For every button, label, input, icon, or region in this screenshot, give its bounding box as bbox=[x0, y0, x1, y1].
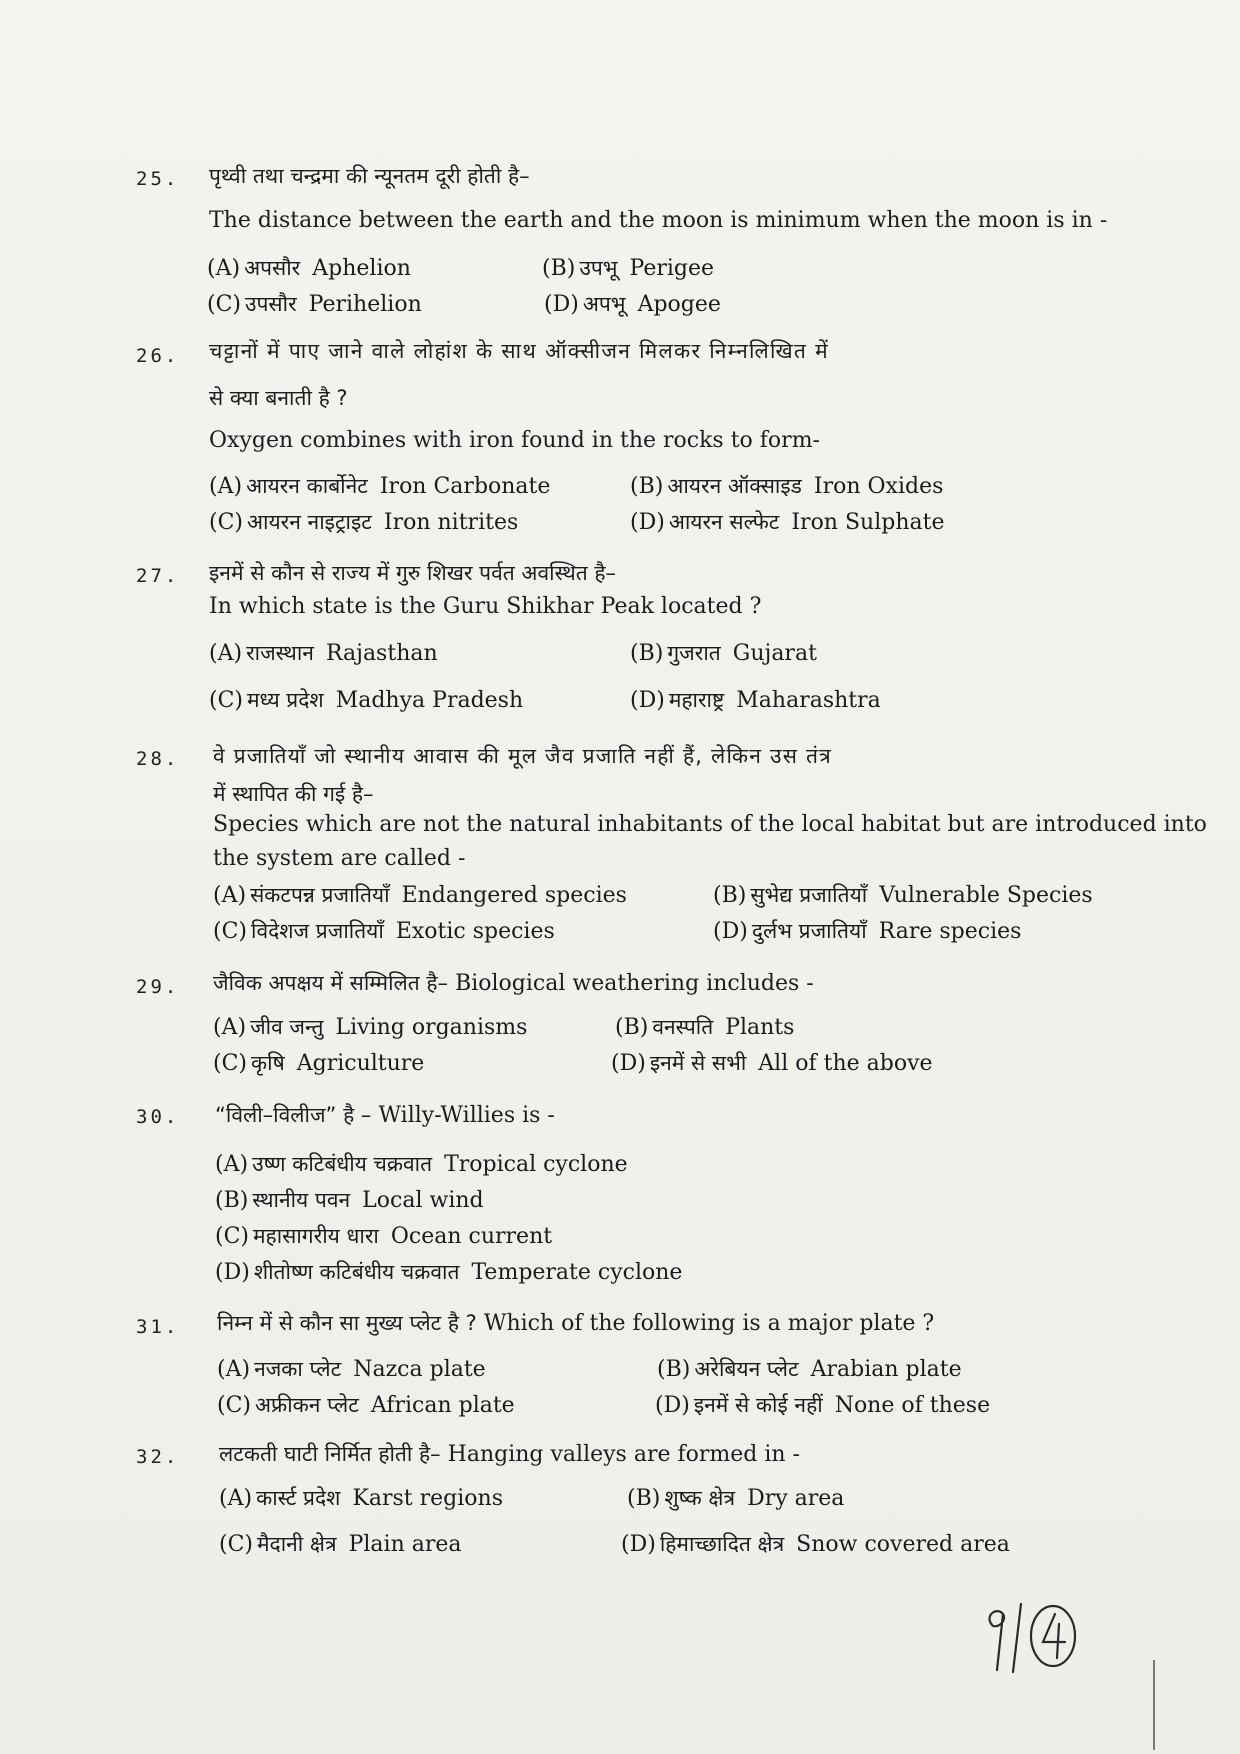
question-number: 28. bbox=[136, 748, 180, 770]
question-number: 25. bbox=[136, 168, 180, 190]
handwritten-page-mark bbox=[975, 1598, 1085, 1678]
question-text-english: The distance between the earth and the moon is minimum when the moon is in - bbox=[209, 208, 1108, 233]
option-c: (C) विदेशज प्रजातियाँ Exotic species bbox=[213, 919, 555, 944]
option-b: (B) अरेबियन प्लेट Arabian plate bbox=[657, 1357, 962, 1382]
question-text-english: Oxygen combines with iron found in the rocks to form- bbox=[209, 428, 820, 453]
question-text-hindi: इनमें से कौन से राज्य में गुरु शिखर पर्वत अवस्थित है– bbox=[209, 561, 617, 585]
question-text-hindi-cont: में स्थापित की गई है– bbox=[213, 782, 374, 806]
question-text bbox=[213, 969, 814, 997]
option-a: (A) आयरन कार्बोनेट Iron Carbonate bbox=[209, 474, 551, 499]
question-text-english-cont: the system are called - bbox=[213, 846, 466, 871]
option-c: (C) महासागरीय धारा Ocean current bbox=[215, 1224, 553, 1249]
option-a: (A) कार्स्ट प्रदेश Karst regions bbox=[219, 1486, 503, 1511]
option-b: (B) आयरन ऑक्साइड Iron Oxides bbox=[630, 474, 944, 499]
option-d: (D) हिमाच्छादित क्षेत्र Snow covered area bbox=[621, 1532, 1010, 1557]
question-text-english: Biological weathering includes - bbox=[455, 971, 814, 996]
question-text-hindi-cont: से क्या बनाती है ? bbox=[209, 386, 348, 410]
question-text-english: Species which are not the natural inhabitants of the local habitat but are introduced into bbox=[213, 812, 1207, 837]
option-c: (C) मैदानी क्षेत्र Plain area bbox=[219, 1532, 462, 1557]
option-d: (D) शीतोष्ण कटिबंधीय चक्रवात Temperate cyclone bbox=[215, 1260, 683, 1285]
option-c: (C) आयरन नाइट्राइट Iron nitrites bbox=[209, 510, 519, 535]
option-d: (D) महाराष्ट्र Maharashtra bbox=[630, 688, 881, 713]
option-b: (B) स्थानीय पवन Local wind bbox=[215, 1188, 484, 1213]
question-text-hindi: वे प्रजातियाँ जो स्थानीय आवास की मूल जैव प्रजाति नहीं हैं, लेकिन उस तंत्र bbox=[213, 744, 832, 768]
option-d: (D) इनमें से सभी All of the above bbox=[611, 1051, 933, 1076]
question-number: 31. bbox=[136, 1316, 180, 1338]
option-a: (A) उष्ण कटिबंधीय चक्रवात Tropical cyclone bbox=[215, 1152, 628, 1177]
option-d: (D) दुर्लभ प्रजातियाँ Rare species bbox=[713, 919, 1022, 944]
question-text-hindi: “विली–विलीज” है – bbox=[215, 1103, 372, 1127]
question-text bbox=[219, 1440, 800, 1468]
option-b: (B) शुष्क क्षेत्र Dry area bbox=[627, 1486, 845, 1511]
question-text-hindi: जैविक अपक्षय में सम्मिलित है– bbox=[213, 971, 449, 995]
question-text-hindi: निम्न में से कौन सा मुख्य प्लेट है ? bbox=[217, 1311, 477, 1335]
option-b: (B) गुजरात Gujarat bbox=[630, 641, 817, 666]
question-text-english: Willy-Willies is - bbox=[378, 1103, 555, 1128]
margin-line bbox=[1153, 1660, 1155, 1750]
question-text-hindi: लटकती घाटी निर्मित होती है– bbox=[219, 1442, 441, 1466]
question-text-english: Which of the following is a major plate ? bbox=[483, 1311, 935, 1336]
option-b: (B) सुभेद्य प्रजातियाँ Vulnerable Species bbox=[713, 883, 1093, 908]
question-number: 32. bbox=[136, 1446, 180, 1468]
option-a: (A) राजस्थान Rajasthan bbox=[209, 641, 438, 666]
question-number: 30. bbox=[136, 1106, 180, 1128]
option-a: (A) संकटपन्न प्रजातियाँ Endangered species bbox=[213, 883, 627, 908]
option-c: (C) अफ्रीकन प्लेट African plate bbox=[217, 1393, 515, 1418]
option-b: (B) वनस्पति Plants bbox=[615, 1015, 795, 1040]
question-text bbox=[215, 1101, 555, 1129]
option-a: (A) अपसौर Aphelion bbox=[207, 256, 411, 281]
option-c: (C) कृषि Agriculture bbox=[213, 1051, 425, 1076]
option-d: (D) अपभू Apogee bbox=[544, 292, 721, 317]
question-number: 27. bbox=[136, 565, 180, 587]
option-c: (C) उपसौर Perihelion bbox=[207, 292, 422, 317]
question-text bbox=[217, 1309, 934, 1337]
option-b: (B) उपभू Perigee bbox=[542, 256, 715, 281]
question-text-english: Hanging valleys are formed in - bbox=[447, 1442, 800, 1467]
option-d: (D) आयरन सल्फेट Iron Sulphate bbox=[630, 510, 945, 535]
option-d: (D) इनमें से कोई नहीं None of these bbox=[655, 1393, 991, 1418]
option-a: (A) नजका प्लेट Nazca plate bbox=[217, 1357, 486, 1382]
question-text-hindi: चट्टानों में पाए जाने वाले लोहांश के साथ ऑक्सीजन मिलकर निम्नलिखित में bbox=[209, 339, 830, 363]
question-number: 26. bbox=[136, 345, 180, 367]
question-text-english: In which state is the Guru Shikhar Peak located ? bbox=[209, 594, 762, 619]
option-c: (C) मध्य प्रदेश Madhya Pradesh bbox=[209, 688, 524, 713]
question-number: 29. bbox=[136, 976, 180, 998]
question-text-hindi: पृथ्वी तथा चन्द्रमा की न्यूनतम दूरी होती है– bbox=[209, 164, 530, 188]
option-a: (A) जीव जन्तु Living organisms bbox=[213, 1015, 528, 1040]
